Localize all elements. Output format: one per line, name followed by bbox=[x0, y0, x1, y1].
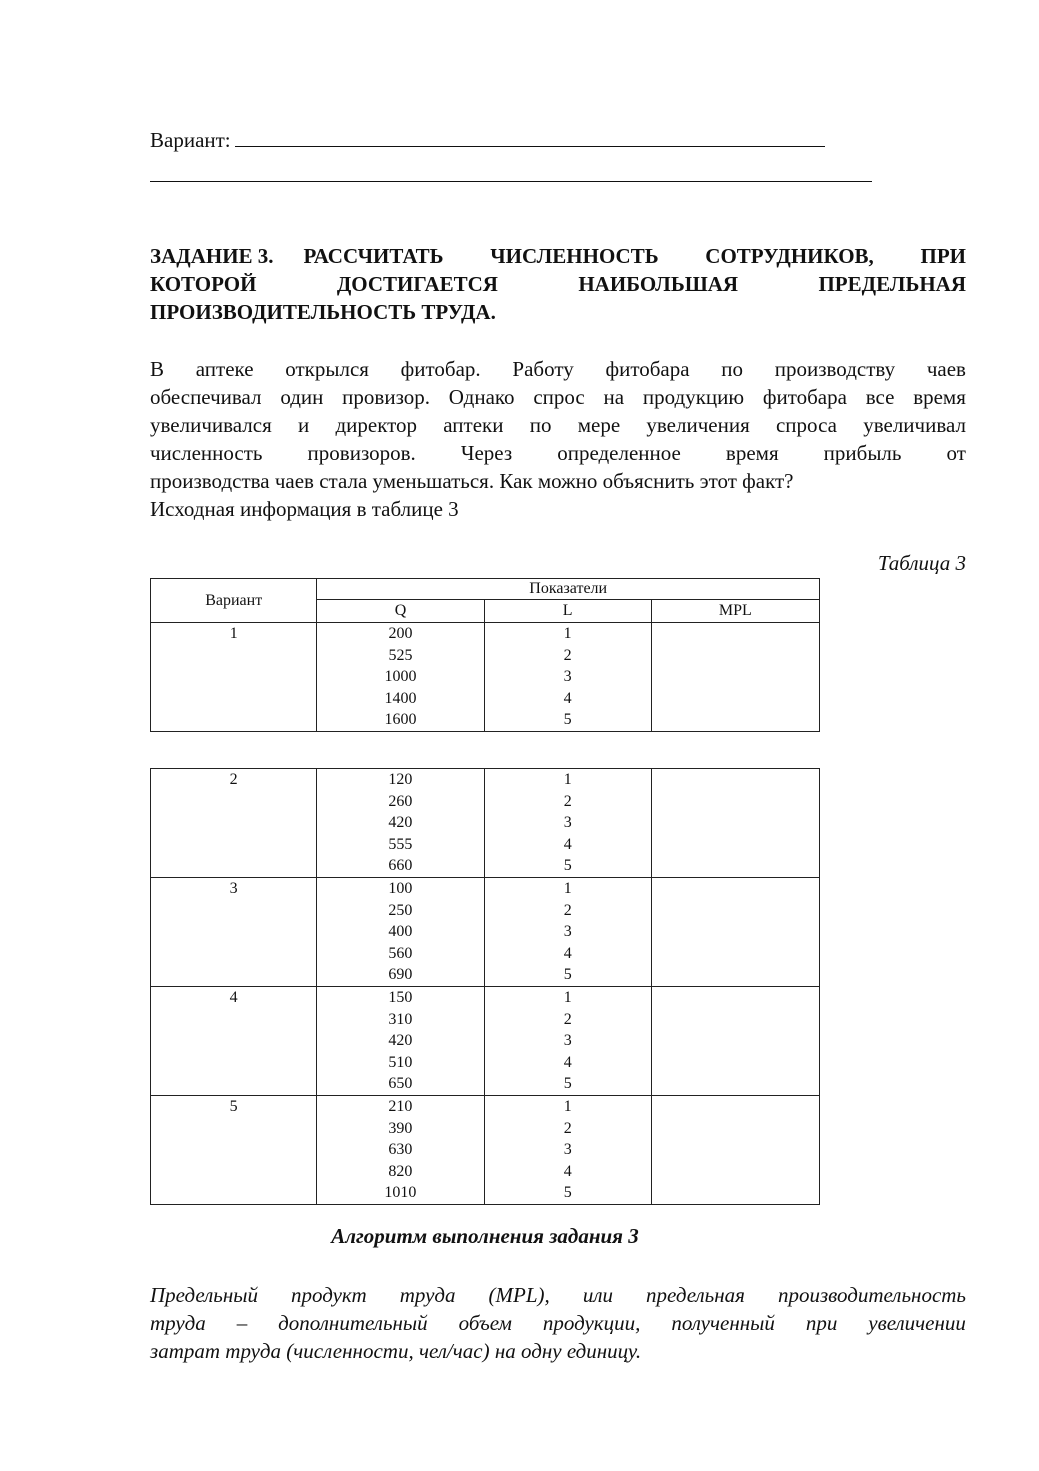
q-value: 820 bbox=[388, 1162, 413, 1180]
l-value: 3 bbox=[563, 1032, 572, 1050]
task-paragraph bbox=[150, 355, 966, 523]
q-cell bbox=[317, 623, 484, 732]
word: труда bbox=[150, 1311, 206, 1335]
l-value: 2 bbox=[563, 792, 572, 810]
heading-word: КОТОРОЙ bbox=[150, 272, 257, 296]
data-table-part-1 bbox=[150, 578, 820, 732]
q-value: 250 bbox=[388, 901, 413, 919]
word: спроса bbox=[775, 413, 837, 437]
variant-cell: 1 bbox=[151, 623, 317, 732]
l-value: 3 bbox=[563, 814, 572, 832]
q-value: 560 bbox=[388, 944, 413, 962]
word: численность bbox=[150, 441, 263, 465]
header-variant: Вариант bbox=[151, 579, 317, 623]
word: продукт bbox=[291, 1283, 367, 1307]
q-value: 150 bbox=[388, 989, 413, 1006]
l-value: 3 bbox=[563, 1141, 572, 1159]
l-value: 5 bbox=[563, 1184, 572, 1202]
q-value: 390 bbox=[388, 1119, 413, 1137]
definition-line-3: затрат труда (численности, чел/час) на одну единицу. bbox=[150, 1339, 642, 1363]
l-cell bbox=[484, 1096, 651, 1205]
heading-line-3: ПРОИЗВОДИТЕЛЬНОСТЬ ТРУДА. bbox=[150, 300, 496, 324]
l-value: 4 bbox=[563, 1053, 572, 1071]
l-value: 5 bbox=[563, 966, 572, 984]
q-cell bbox=[317, 878, 484, 987]
l-value: 4 bbox=[563, 944, 572, 962]
q-value: 1010 bbox=[384, 1184, 417, 1202]
word: продукцию bbox=[642, 385, 745, 409]
word: провизоров. bbox=[307, 441, 416, 465]
word: директор bbox=[335, 413, 418, 437]
word: при bbox=[805, 1311, 838, 1335]
q-value: 660 bbox=[388, 857, 413, 875]
word: время bbox=[725, 441, 779, 465]
table-row bbox=[151, 878, 820, 987]
word: по bbox=[529, 413, 552, 437]
word: прибыль bbox=[823, 441, 902, 465]
l-value: 4 bbox=[563, 689, 572, 707]
word: один bbox=[280, 385, 324, 409]
q-value: 1600 bbox=[384, 711, 417, 729]
definition-line-1 bbox=[150, 1281, 966, 1309]
paragraph-line-4 bbox=[150, 439, 966, 467]
mpl-cell bbox=[651, 623, 819, 732]
q-value: 210 bbox=[388, 1098, 413, 1115]
word: все bbox=[865, 385, 895, 409]
word: объем bbox=[458, 1311, 512, 1335]
variant-cell: 2 bbox=[151, 769, 317, 878]
table-caption: Таблица 3 bbox=[877, 551, 966, 575]
table-row bbox=[151, 623, 820, 732]
word: полученный bbox=[671, 1311, 775, 1335]
variant-cell: 5 bbox=[151, 1096, 317, 1205]
word: или bbox=[582, 1283, 613, 1307]
l-value: 3 bbox=[563, 923, 572, 941]
l-value: 4 bbox=[563, 1162, 572, 1180]
mpl-definition bbox=[150, 1281, 966, 1365]
word: время bbox=[913, 385, 966, 409]
word: определенное bbox=[557, 441, 681, 465]
mpl-cell bbox=[651, 987, 819, 1096]
word: производству bbox=[774, 357, 896, 381]
variant-blank-rule bbox=[235, 128, 825, 147]
l-value: 2 bbox=[563, 646, 572, 664]
word: увеличивался bbox=[150, 413, 272, 437]
q-value: 1400 bbox=[384, 689, 417, 707]
l-value: 1 bbox=[563, 771, 572, 788]
q-cell bbox=[317, 769, 484, 878]
task-heading bbox=[150, 242, 966, 326]
header-indicators: Показатели bbox=[317, 579, 820, 600]
word: Через bbox=[460, 441, 513, 465]
heading-word: НАИБОЛЬШАЯ bbox=[578, 272, 739, 296]
q-cell bbox=[317, 1096, 484, 1205]
heading-word: ПРЕДЕЛЬНАЯ bbox=[818, 272, 966, 296]
header-q: Q bbox=[317, 600, 484, 623]
l-value: 5 bbox=[563, 1075, 572, 1093]
variant-blank-rule-2 bbox=[150, 181, 872, 182]
q-value: 260 bbox=[388, 792, 413, 810]
q-cell bbox=[317, 987, 484, 1096]
l-value: 2 bbox=[563, 1010, 572, 1028]
paragraph-line-2 bbox=[150, 383, 966, 411]
q-value: 630 bbox=[388, 1141, 413, 1159]
q-value: 420 bbox=[388, 814, 413, 832]
heading-word: ЧИСЛЕННОСТЬ bbox=[490, 244, 659, 268]
l-value: 3 bbox=[563, 668, 572, 686]
variant-cell: 4 bbox=[151, 987, 317, 1096]
l-value: 1 bbox=[563, 989, 572, 1006]
q-value: 120 bbox=[388, 771, 413, 788]
word: аптеки bbox=[443, 413, 504, 437]
variant-label: Вариант: bbox=[150, 128, 231, 152]
word: увеличения bbox=[646, 413, 750, 437]
mpl-cell bbox=[651, 1096, 819, 1205]
word: В bbox=[150, 357, 165, 381]
data-table-part-2 bbox=[150, 768, 820, 1205]
l-value: 5 bbox=[563, 857, 572, 875]
word: и bbox=[297, 413, 310, 437]
l-cell bbox=[484, 878, 651, 987]
word: производительность bbox=[777, 1283, 966, 1307]
heading-word: ДОСТИГАЕТСЯ bbox=[336, 272, 498, 296]
word: открылся bbox=[285, 357, 369, 381]
variant-line bbox=[150, 128, 825, 153]
word: фитобар. bbox=[400, 357, 481, 381]
l-cell bbox=[484, 623, 651, 732]
l-value: 2 bbox=[563, 1119, 572, 1137]
heading-line-2 bbox=[150, 270, 966, 298]
word: провизор. bbox=[342, 385, 430, 409]
table-header-row bbox=[151, 579, 820, 600]
heading-line-1 bbox=[150, 242, 966, 270]
mpl-cell bbox=[651, 878, 819, 987]
table-row bbox=[151, 1096, 820, 1205]
l-value: 1 bbox=[563, 1098, 572, 1115]
l-value: 1 bbox=[563, 880, 572, 897]
definition-line-2 bbox=[150, 1309, 966, 1337]
l-cell bbox=[484, 769, 651, 878]
heading-word: РАССЧИТАТЬ bbox=[303, 244, 444, 268]
q-value: 420 bbox=[388, 1032, 413, 1050]
q-value: 555 bbox=[388, 835, 413, 853]
q-value: 200 bbox=[388, 625, 413, 642]
word: фитобара bbox=[605, 357, 690, 381]
paragraph-line-6: Исходная информация в таблице 3 bbox=[150, 497, 459, 521]
table-row bbox=[151, 987, 820, 1096]
l-value: 1 bbox=[563, 625, 572, 642]
word: аптеке bbox=[195, 357, 254, 381]
q-value: 310 bbox=[388, 1010, 413, 1028]
word: дополнительный bbox=[278, 1311, 428, 1335]
mpl-cell bbox=[651, 769, 819, 878]
word: Однако bbox=[448, 385, 515, 409]
word: обеспечивал bbox=[150, 385, 262, 409]
l-value: 2 bbox=[563, 901, 572, 919]
heading-word: СОТРУДНИКОВ, bbox=[705, 244, 874, 268]
word: Работу bbox=[512, 357, 574, 381]
q-value: 690 bbox=[388, 966, 413, 984]
paragraph-line-5: производства чаев стала уменьшаться. Как можно объяснить этот факт? bbox=[150, 469, 794, 493]
heading-task-number: ЗАДАНИЕ 3. bbox=[150, 244, 274, 268]
paragraph-line-1 bbox=[150, 355, 966, 383]
word: фитобара bbox=[762, 385, 847, 409]
word: на bbox=[603, 385, 625, 409]
word: увеличивал bbox=[863, 413, 966, 437]
header-l: L bbox=[484, 600, 651, 623]
word: мере bbox=[577, 413, 621, 437]
word: чаев bbox=[926, 357, 966, 381]
word: (MPL), bbox=[488, 1283, 550, 1307]
paragraph-line-3 bbox=[150, 411, 966, 439]
q-value: 100 bbox=[388, 880, 413, 897]
q-value: 510 bbox=[388, 1053, 413, 1071]
q-value: 400 bbox=[388, 923, 413, 941]
l-value: 5 bbox=[563, 711, 572, 729]
l-value: 4 bbox=[563, 835, 572, 853]
word: от bbox=[946, 441, 966, 465]
word: Предельный bbox=[150, 1283, 258, 1307]
variant-cell: 3 bbox=[151, 878, 317, 987]
q-value: 525 bbox=[388, 646, 413, 664]
word: увеличении bbox=[868, 1311, 966, 1335]
q-value: 1000 bbox=[384, 668, 417, 686]
algorithm-title: Алгоритм выполнения задания 3 bbox=[331, 1224, 639, 1248]
word: по bbox=[721, 357, 744, 381]
word: продукции, bbox=[542, 1311, 641, 1335]
word: – bbox=[236, 1311, 248, 1335]
word: спрос bbox=[533, 385, 585, 409]
l-cell bbox=[484, 987, 651, 1096]
word: предельная bbox=[646, 1283, 745, 1307]
word: труда bbox=[399, 1283, 456, 1307]
table-row bbox=[151, 769, 820, 878]
q-value: 650 bbox=[388, 1075, 413, 1093]
header-mpl: MPL bbox=[651, 600, 819, 623]
heading-word: ПРИ bbox=[920, 244, 966, 268]
